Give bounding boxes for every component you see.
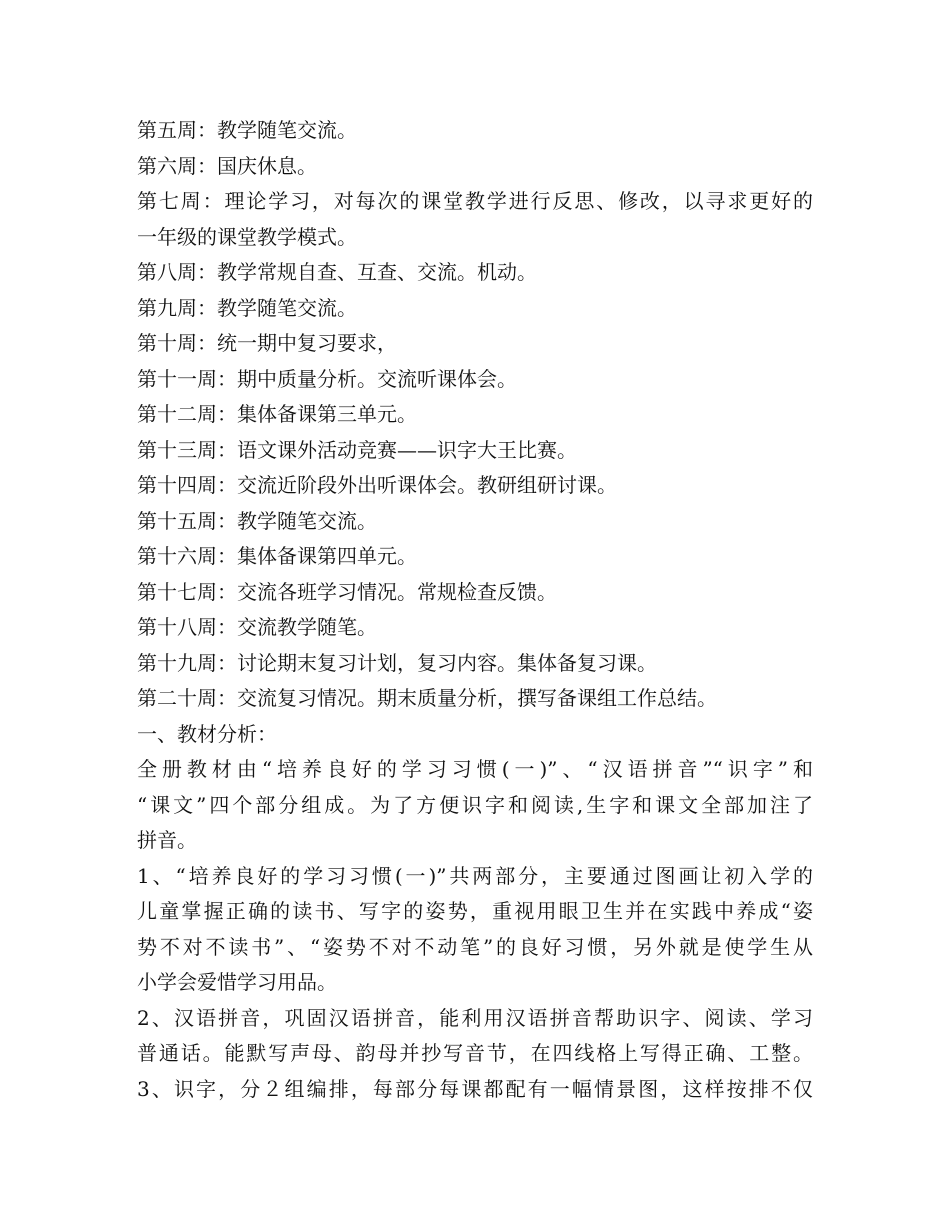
schedule-week-14: 第十四周：交流近阶段外出听课体会。教研组研讨课。 (137, 473, 617, 497)
document-body (137, 113, 813, 1107)
schedule-week-12: 第十二周：集体备课第三单元。 (137, 402, 417, 426)
text-line: 第七周：理论学习，对每次的课堂教学进行反思、修改，以寻求更好的 (137, 189, 813, 213)
text-line: 一年级的课堂教学模式。 (137, 224, 357, 249)
text-line: 普通话。能默写声母、韵母并抄写音节，在四线格上写得正确、工整。 (137, 1041, 813, 1065)
paragraph-literacy (137, 1072, 813, 1108)
paragraph-overview (137, 752, 813, 859)
schedule-week-10: 第十周：统一期中复习要求， (137, 331, 397, 355)
text-line: 1、“培养良好的学习习惯(一)”共两部分，主要通过图画让初入学的 (137, 863, 813, 888)
schedule-week-16: 第十六周：集体备课第四单元。 (137, 544, 417, 568)
schedule-week-8: 第八周：教学常规自查、互查、交流。机动。 (137, 260, 537, 284)
text-line: 拼音。 (137, 828, 197, 852)
schedule-week-19: 第十九周：讨论期末复习计划，复习内容。集体备复习课。 (137, 650, 657, 675)
text-line: 全册教材由“培养良好的学习习惯(一)”、“汉语拼音”“识字”和 (137, 757, 813, 781)
text-line: 儿童掌握正确的读书、写字的姿势，重视用眼卫生并在实践中养成“姿 (137, 899, 813, 923)
schedule-week-6: 第六周：国庆休息。 (137, 153, 317, 178)
text-line: 2、汉语拼音，巩固汉语拼音，能利用汉语拼音帮助识字、阅读、学习 (137, 1005, 813, 1030)
schedule-week-17: 第十七周：交流各班学习情况。常规检查反馈。 (137, 579, 557, 604)
schedule-week-18: 第十八周：交流教学随笔。 (137, 615, 377, 639)
text-line: 势不对不读书”、“姿势不对不动笔”的良好习惯，另外就是使学生从 (137, 934, 813, 959)
paragraph-pinyin (137, 1001, 813, 1072)
schedule-week-13: 第十三周：语文课外活动竞赛——识字大王比赛。 (137, 437, 577, 462)
text-line: 小学会爱惜学习用品。 (137, 970, 337, 994)
paragraph-habits (137, 859, 813, 1001)
schedule-week-20: 第二十周：交流复习情况。期末质量分析，撰写备课组工作总结。 (137, 686, 717, 710)
schedule-week-7 (137, 184, 813, 255)
text-line: “课文”四个部分组成。为了方便识字和阅读,生字和课文全部加注了 (137, 792, 813, 817)
schedule-week-15: 第十五周：教学随笔交流。 (137, 508, 377, 533)
schedule-week-9: 第九周：教学随笔交流。 (137, 295, 357, 320)
text-line: 3、识字，分２组编排，每部分每课都配有一幅情景图，这样按排不仅 (137, 1076, 813, 1101)
schedule-week-5: 第五周：教学随笔交流。 (137, 118, 357, 142)
schedule-week-11: 第十一周：期中质量分析。交流听课体会。 (137, 366, 517, 391)
section-heading: 一、教材分析： (137, 721, 277, 746)
